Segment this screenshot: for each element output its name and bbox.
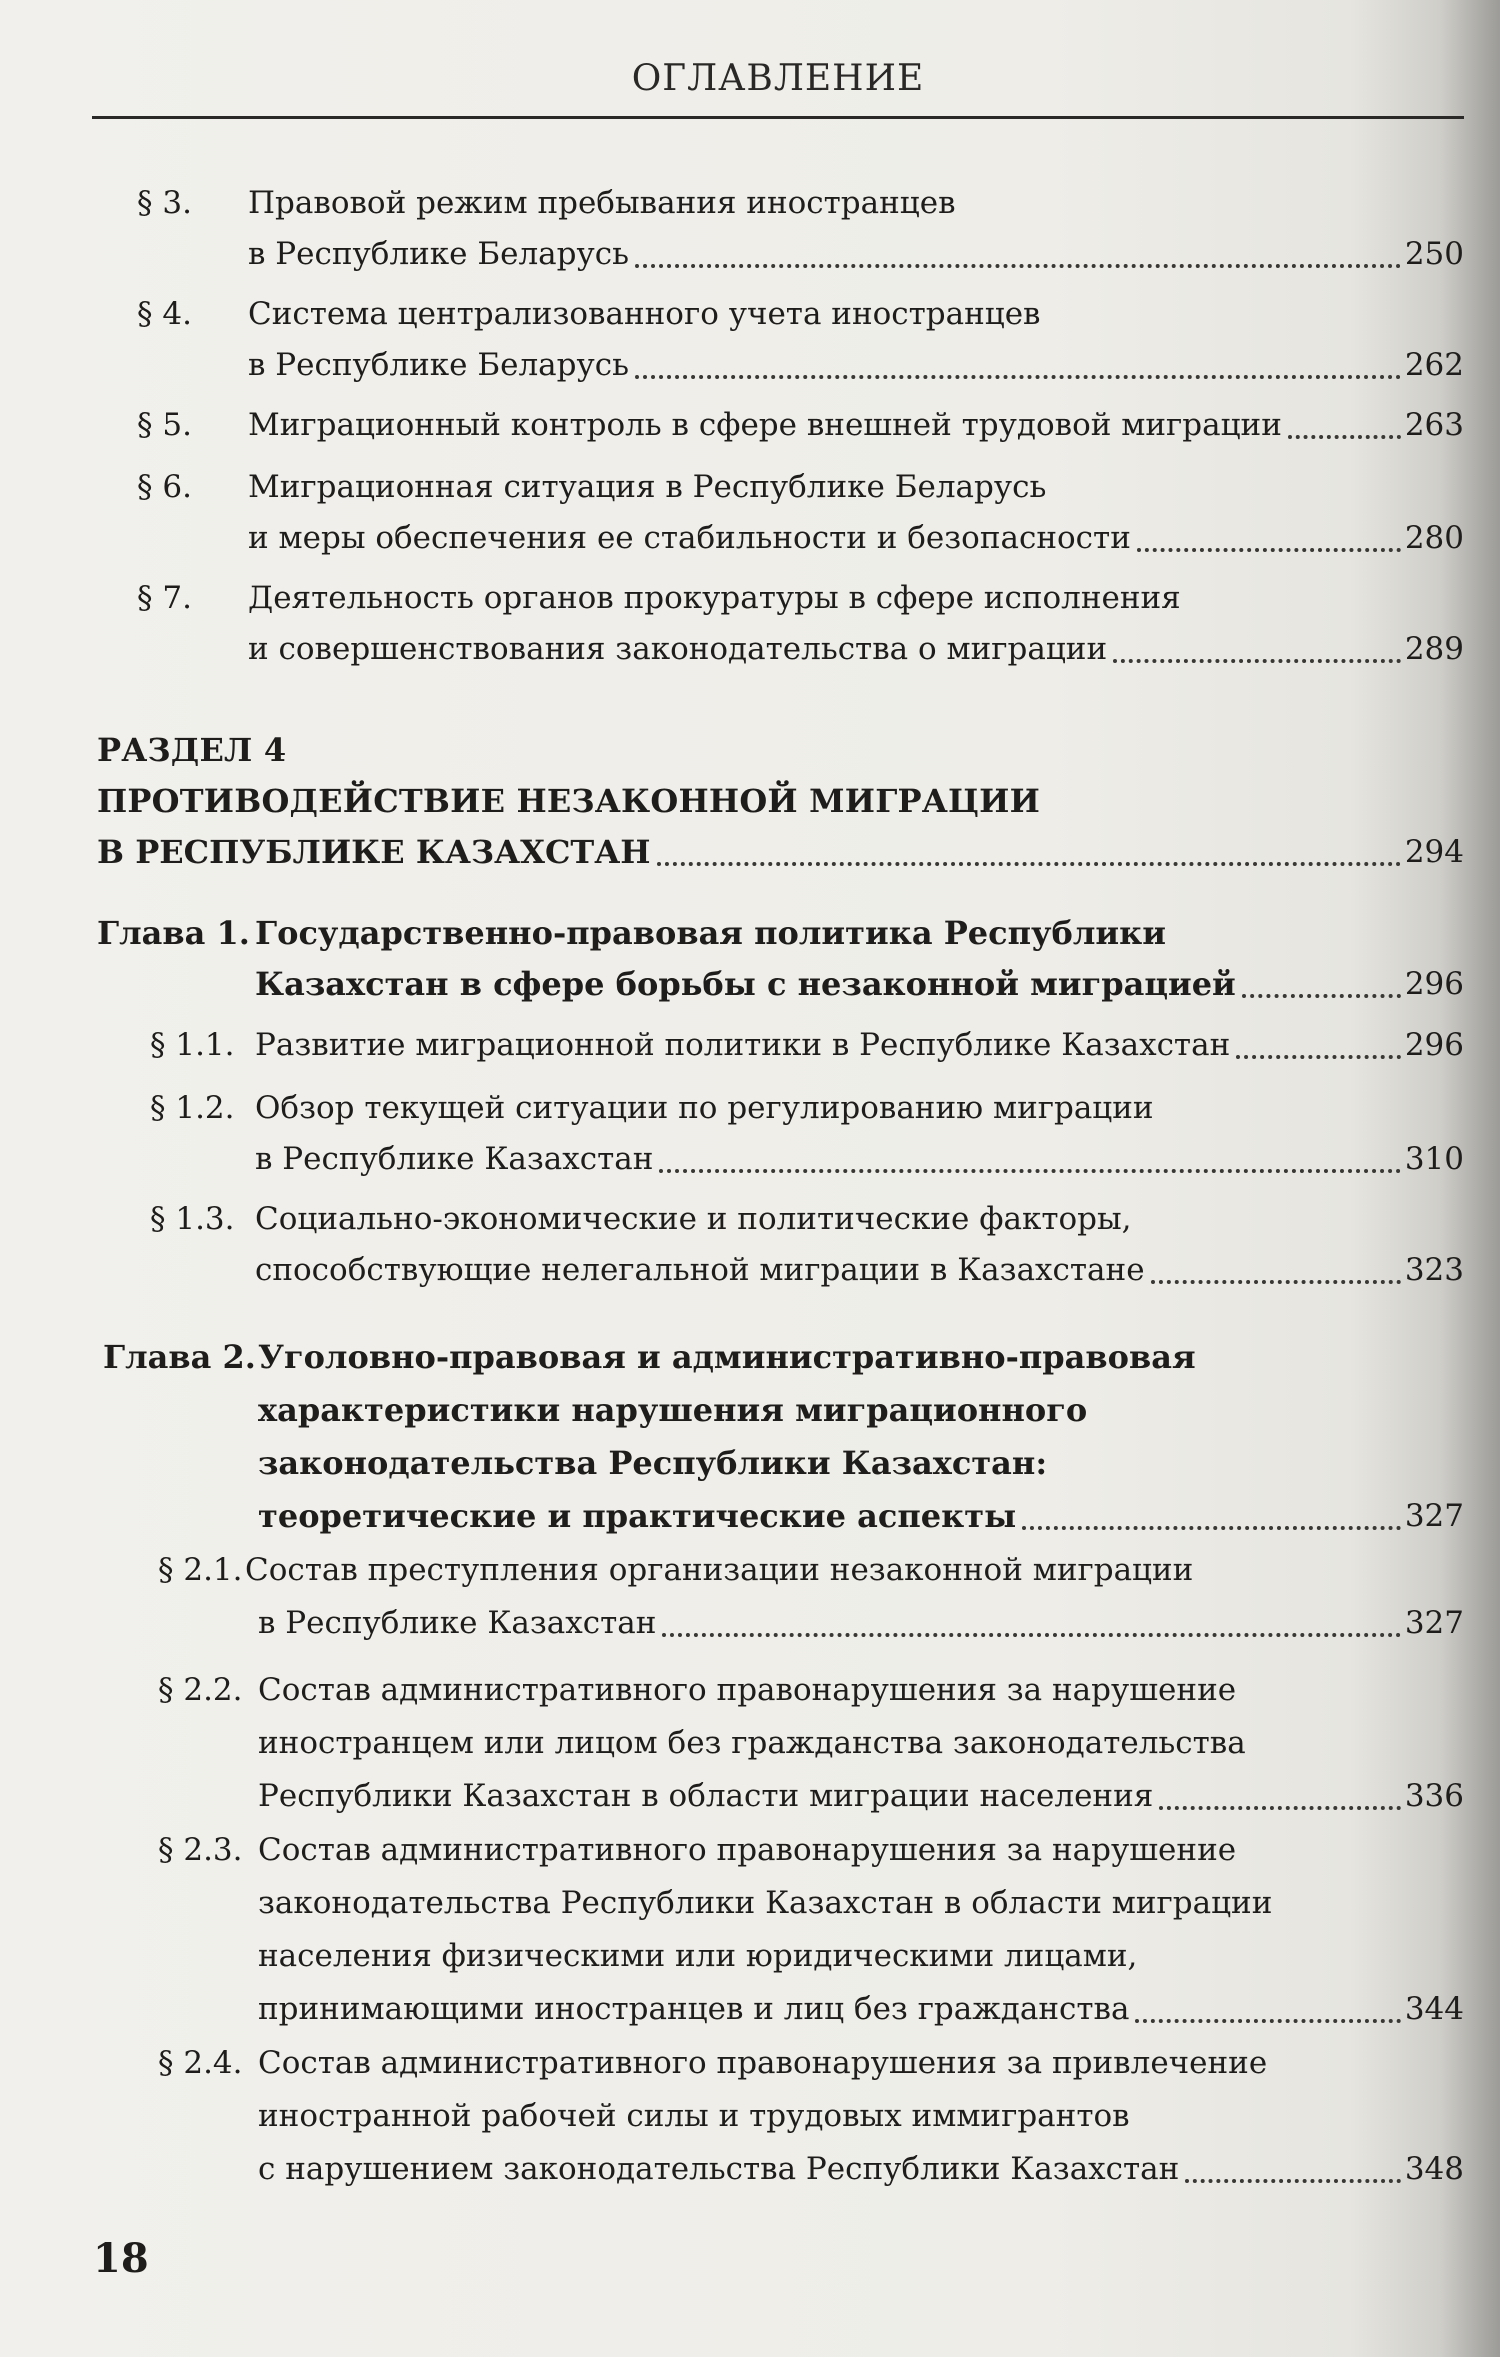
dot-leader — [659, 1169, 1400, 1173]
entry-page-number: 250 — [1404, 236, 1464, 272]
entry-number: § 1.2. — [150, 1090, 235, 1126]
entry-title-line: Правовой режим пребывания иностранцев — [248, 185, 956, 221]
entry-page-number: 296 — [1404, 1027, 1464, 1063]
dot-leader — [1242, 994, 1401, 998]
entry-title-line: Миграционная ситуация в Республике Беларусь — [248, 469, 1047, 505]
chapter-number: Глава 2. — [103, 1338, 256, 1376]
entry-number: § 1.1. — [150, 1027, 235, 1063]
entry-title-line: Состав преступления организации незаконной миграции — [245, 1552, 1194, 1588]
entry-page-number: 263 — [1404, 407, 1464, 443]
entry-leader-line — [258, 1598, 1464, 1649]
entry-title-line: Система централизованного учета иностранцев — [248, 296, 1041, 332]
entry-number: § 2.2. — [158, 1672, 243, 1708]
entry-leader-line — [258, 2144, 1464, 2195]
chapter-title-line: характеристики нарушения миграционного — [258, 1391, 1088, 1429]
entry-leader-line — [248, 229, 1464, 280]
chapter-leader-line — [258, 1491, 1464, 1542]
entry-title-line: Развитие миграционной политики в Республике Казахстан — [255, 1027, 1231, 1063]
entry-leader-line — [255, 1020, 1464, 1071]
page-header-title: ОГЛАВЛЕНИЕ — [631, 58, 925, 99]
entry-title-line: законодательства Республики Казахстан в области миграции — [258, 1885, 1273, 1921]
chapter-leader-line — [255, 959, 1464, 1010]
entry-leader-line — [258, 1771, 1464, 1822]
entry-page-number: 336 — [1404, 1778, 1464, 1814]
entry-title-line: Обзор текущей ситуации по регулированию миграции — [255, 1090, 1154, 1126]
entry-title-line: и меры обеспечения ее стабильности и безопасности — [248, 520, 1131, 556]
chapter-number: Глава 1. — [97, 914, 250, 952]
dot-leader — [1236, 1055, 1401, 1059]
entry-title-line: и совершенствования законодательства о миграции — [248, 631, 1108, 667]
entry-title-line: Состав административного правонарушения за нарушение — [258, 1672, 1237, 1708]
entry-leader-line — [248, 513, 1464, 564]
entry-leader-line — [248, 400, 1464, 451]
entry-title-line: в Республике Беларусь — [248, 347, 629, 383]
chapter-title-line: законодательства Республики Казахстан: — [258, 1444, 1048, 1482]
section-title-line: ПРОТИВОДЕЙСТВИЕ НЕЗАКОННОЙ МИГРАЦИИ — [97, 782, 1041, 820]
entry-title-line: иностранцем или лицом без гражданства законодательства — [258, 1725, 1246, 1761]
entry-leader-line — [255, 1245, 1464, 1296]
dot-leader — [635, 264, 1401, 268]
entry-title-line: в Республике Казахстан — [255, 1141, 654, 1177]
entry-title-line: способствующие нелегальной миграции в Казахстане — [255, 1252, 1145, 1288]
chapter-title-line: Казахстан в сфере борьбы с незаконной миграцией — [255, 965, 1236, 1003]
dot-leader — [1151, 1280, 1401, 1284]
entry-number: § 2.1. — [158, 1552, 243, 1588]
dot-leader — [1185, 2179, 1401, 2183]
entry-title-line: Состав административного правонарушения за нарушение — [258, 1832, 1237, 1868]
entry-title-line: Социально-экономические и политические факторы, — [255, 1201, 1132, 1237]
entry-page-number: 323 — [1404, 1252, 1464, 1288]
dot-leader — [1288, 435, 1401, 439]
entry-leader-line — [248, 624, 1464, 675]
entry-page-number: 310 — [1404, 1141, 1464, 1177]
entry-number: § 2.4. — [158, 2045, 243, 2081]
entry-leader-line — [255, 1134, 1464, 1185]
dot-leader — [1135, 2019, 1400, 2023]
entry-title-line: с нарушением законодательства Республики Казахстан — [258, 2151, 1180, 2187]
entry-page-number: 280 — [1404, 520, 1464, 556]
entry-number: § 6. — [137, 469, 192, 505]
entry-leader-line — [258, 1984, 1464, 2035]
entry-title-line: Состав административного правонарушения за привлечение — [258, 2045, 1268, 2081]
entry-page-number: 289 — [1404, 631, 1464, 667]
dot-leader — [1022, 1526, 1401, 1530]
entry-number: § 2.3. — [158, 1832, 243, 1868]
entry-page-number: 327 — [1404, 1605, 1464, 1641]
entry-number: § 1.3. — [150, 1201, 235, 1237]
entry-page-number: 344 — [1404, 1991, 1464, 2027]
chapter-title-line: теоретические и практические аспекты — [258, 1497, 1017, 1535]
entry-leader-line — [248, 340, 1464, 391]
dot-leader — [662, 1633, 1400, 1637]
entry-page-number: 348 — [1404, 2151, 1464, 2187]
entry-title-line: Миграционный контроль в сфере внешней трудовой миграции — [248, 407, 1282, 443]
entry-title-line: в Республике Казахстан — [258, 1605, 657, 1641]
dot-leader — [1113, 659, 1401, 663]
entry-title-line: в Республике Беларусь — [248, 236, 629, 272]
entry-page-number: 262 — [1404, 347, 1464, 383]
page-number-folio: 18 — [93, 2235, 149, 2282]
section-title-line: В РЕСПУБЛИКЕ КАЗАХСТАН — [97, 833, 651, 871]
section-label: РАЗДЕЛ 4 — [97, 731, 287, 769]
dot-leader — [1137, 548, 1401, 552]
entry-number: § 7. — [137, 580, 192, 616]
section-leader-line — [97, 827, 1464, 878]
chapter-page-number: 296 — [1404, 966, 1464, 1002]
entry-title-line: Деятельность органов прокуратуры в сфере исполнения — [248, 580, 1181, 616]
entry-title-line: принимающими иностранцев и лиц без гражданства — [258, 1991, 1130, 2027]
section-page-number: 294 — [1404, 834, 1464, 870]
chapter-page-number: 327 — [1404, 1498, 1464, 1534]
entry-title-line: Республики Казахстан в области миграции населения — [258, 1778, 1154, 1814]
entry-number: § 4. — [137, 296, 192, 332]
entry-number: § 3. — [137, 185, 192, 221]
dot-leader — [1159, 1806, 1401, 1810]
dot-leader — [635, 375, 1401, 379]
entry-number: § 5. — [137, 407, 192, 443]
entry-title-line: населения физическими или юридическими лицами, — [258, 1938, 1138, 1974]
entry-title-line: иностранной рабочей силы и трудовых иммигрантов — [258, 2098, 1130, 2134]
chapter-title-line: Государственно-правовая политика Республики — [255, 914, 1166, 952]
chapter-title-line: Уголовно-правовая и административно-правовая — [258, 1338, 1196, 1376]
dot-leader — [657, 862, 1401, 866]
